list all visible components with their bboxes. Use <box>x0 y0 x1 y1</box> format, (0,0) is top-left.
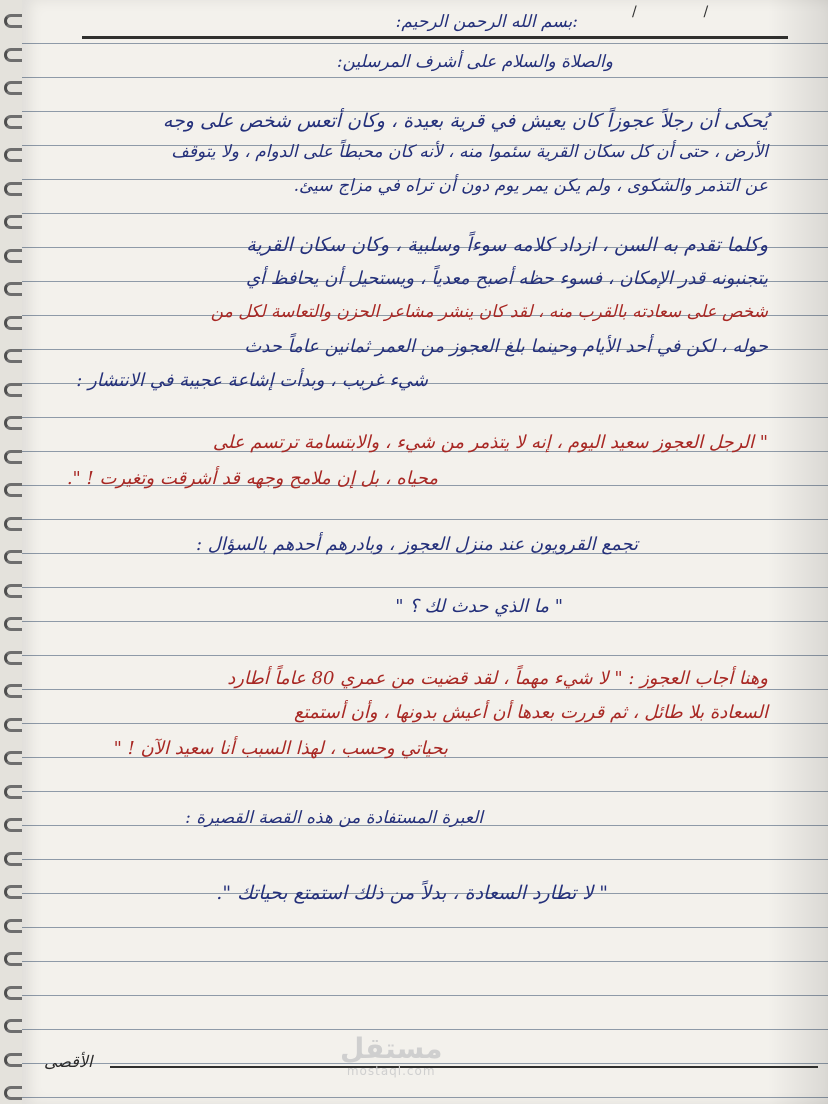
answer-line-3: بحياتي وحسب ، لهذا السبب أنا سعيد الآن ! " <box>113 738 448 759</box>
watermark-url: mostaql.com <box>346 1064 436 1078</box>
quote-line-2: محياه ، بل إن ملامح وجهه قد أشرقت وتغيرت ! ". <box>66 468 438 489</box>
paragraph-2-line-5: شيء غريب ، وبدأت إشاعة عجيبة في الانتشار : <box>76 370 428 391</box>
watermark-arabic: مستقل <box>340 1032 443 1065</box>
paragraph-1-line-2: الأرض ، حتى أن كل سكان القرية سئموا منه ، لأنه كان محبطاً على الدوام ، ولا يتوقف <box>171 142 768 162</box>
paragraph-2-line-1: وكلما تقدم به السن ، ازداد كلامه سوءاً وسلبية ، وكان سكان القرية <box>246 234 768 256</box>
signature: الأقصى <box>44 1052 93 1071</box>
basmala: :بسم الله الرحمن الرحيم: <box>395 12 578 32</box>
paragraph-2-line-3: شخص على سعادته بالقرب منه ، لقد كان ينشر مشاعر الحزن والتعاسة لكل من <box>210 302 768 322</box>
quote-line-1: " الرجل العجوز سعيد اليوم ، إنه لا يتذمر من شيء ، والابتسامة ترتسم على <box>212 432 768 453</box>
answer-line-1: وهنا أجاب العجوز : " لا شيء مهماً ، لقد قضيت من عمري 80 عاماً أطارد <box>227 668 768 689</box>
salutation: والصلاة والسلام على أشرف المرسلين: <box>336 52 613 72</box>
pen-marks: / / <box>632 4 709 20</box>
paragraph-2-line-4: حوله ، لكن في أحد الأيام وحينما بلغ العجوز من العمر ثمانين عاماً حدث <box>244 336 768 357</box>
moral-line: " لا تطارد السعادة ، بدلاً من ذلك استمتع بحياتك ". <box>216 882 608 904</box>
villagers-gather-line: تجمع القرويون عند منزل العجوز ، وبادرهم أحدهم بالسؤال : <box>195 534 638 555</box>
question-line: " ما الذي حدث لك ؟ " <box>395 596 563 617</box>
paragraph-2-line-2: يتجنبونه قدر الإمكان ، فسوء حظه أصبح معدياً ، ويستحيل أن يحافظ أي <box>245 268 768 289</box>
moral-heading: العبرة المستفادة من هذه القصة القصيرة : <box>185 808 483 828</box>
watermark <box>340 1034 442 1078</box>
footer-rule <box>110 1066 818 1068</box>
header-rule <box>82 36 788 39</box>
paragraph-1-line-3: عن التذمر والشكوى ، ولم يكن يمر يوم دون أن تراه في مزاج سيئ. <box>293 176 768 196</box>
answer-line-2: السعادة بلا طائل ، ثم قررت بعدها أن أعيش بدونها ، وأن أستمتع <box>293 702 768 723</box>
paragraph-1-line-1: يُحكى أن رجلاً عجوزاً كان يعيش في قرية بعيدة ، وكان أتعس شخص على وجه <box>162 110 768 132</box>
